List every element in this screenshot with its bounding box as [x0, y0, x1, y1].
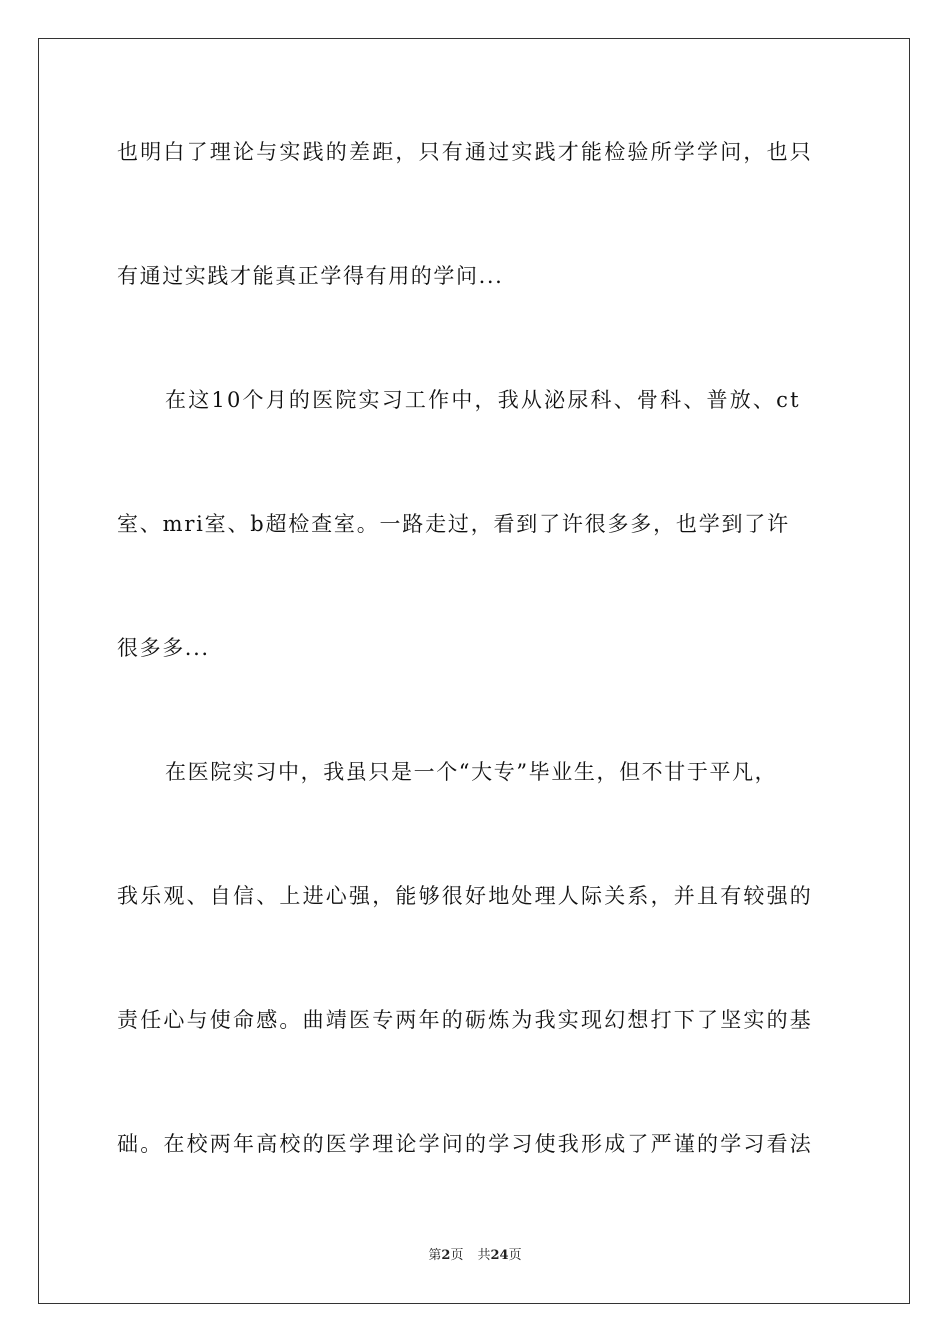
paragraph-start-line: 在这10个月的医院实习工作中，我从泌尿科、骨科、普放、ct — [165, 388, 801, 412]
body-text-line: 有通过实践才能真正学得有用的学问... — [117, 264, 504, 288]
page-footer — [0, 1248, 950, 1264]
body-text-line: 础。在校两年高校的医学理论学问的学习使我形成了严谨的学习看法 — [117, 1132, 813, 1156]
body-text-line: 也明白了理论与实践的差距，只有通过实践才能检验所学学问，也只 — [117, 140, 813, 164]
body-text-line: 很多多... — [117, 636, 210, 660]
page-suffix: 页 — [450, 1248, 464, 1263]
paragraph-start-line: 在医院实习中，我虽只是一个“大专”毕业生，但不甘于平凡， — [165, 760, 778, 784]
body-text-line: 室、mri室、b超检查室。一路走过，看到了许很多多，也学到了许 — [117, 512, 790, 536]
body-text-line: 责任心与使命感。曲靖医专两年的砺炼为我实现幻想打下了坚实的基 — [117, 1008, 813, 1032]
page-prefix: 第 — [428, 1248, 442, 1263]
current-page-number: 2 — [441, 1248, 451, 1263]
total-prefix: 共 — [477, 1248, 491, 1263]
body-text-line: 我乐观、自信、上进心强，能够很好地处理人际关系，并且有较强的 — [117, 884, 813, 908]
total-suffix: 页 — [508, 1248, 522, 1263]
page-border — [38, 38, 910, 1304]
total-page-count: 24 — [490, 1248, 509, 1263]
